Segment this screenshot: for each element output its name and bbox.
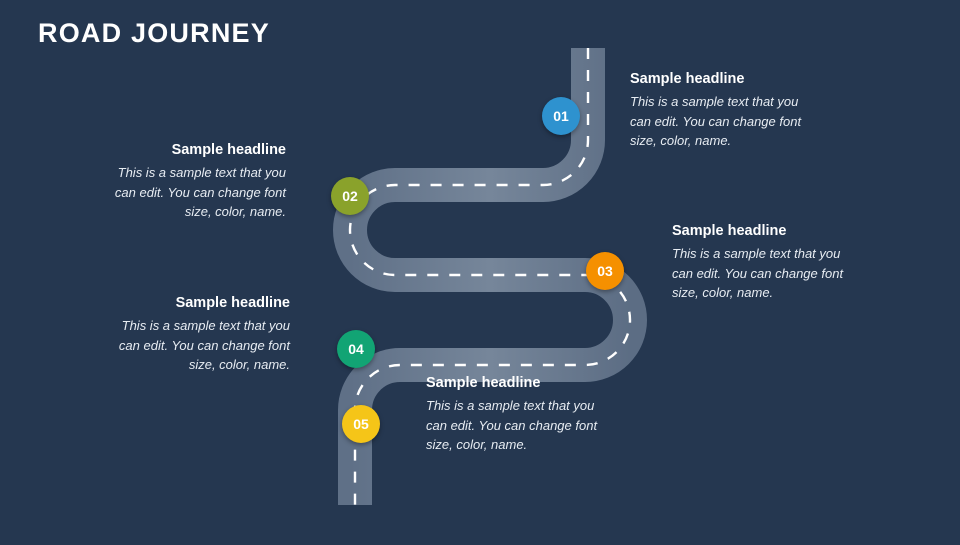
step-text-03 (672, 222, 844, 303)
step-body-02: This is a sample text that you can edit. You can change font size, color, name. (114, 165, 286, 220)
step-body-04: This is a sample text that you can edit. You can change font size, color, name. (118, 318, 290, 373)
step-headline-05: Sample headline (426, 375, 541, 391)
step-number-03: 03 (597, 263, 613, 279)
step-number-02: 02 (342, 188, 358, 204)
step-body-03: This is a sample text that you can edit. You can change font size, color, name. (672, 246, 844, 301)
step-marker-03[interactable] (586, 252, 624, 290)
step-text-01 (630, 70, 802, 151)
step-marker-01[interactable] (542, 97, 580, 135)
step-marker-04[interactable] (337, 330, 375, 368)
step-text-05 (426, 374, 598, 455)
page-title: ROAD JOURNEY (38, 18, 270, 48)
step-text-02 (114, 141, 286, 222)
step-headline-04: Sample headline (175, 295, 290, 311)
step-headline-03: Sample headline (672, 223, 787, 239)
step-text-04 (118, 294, 290, 375)
step-body-05: This is a sample text that you can edit. You can change font size, color, name. (426, 398, 598, 453)
step-headline-01: Sample headline (630, 71, 745, 87)
step-body-01: This is a sample text that you can edit. You can change font size, color, name. (630, 94, 802, 149)
step-number-01: 01 (553, 108, 569, 124)
step-marker-02[interactable] (331, 177, 369, 215)
step-number-05: 05 (353, 416, 369, 432)
step-number-04: 04 (348, 341, 364, 357)
step-headline-02: Sample headline (171, 142, 286, 158)
step-marker-05[interactable] (342, 405, 380, 443)
